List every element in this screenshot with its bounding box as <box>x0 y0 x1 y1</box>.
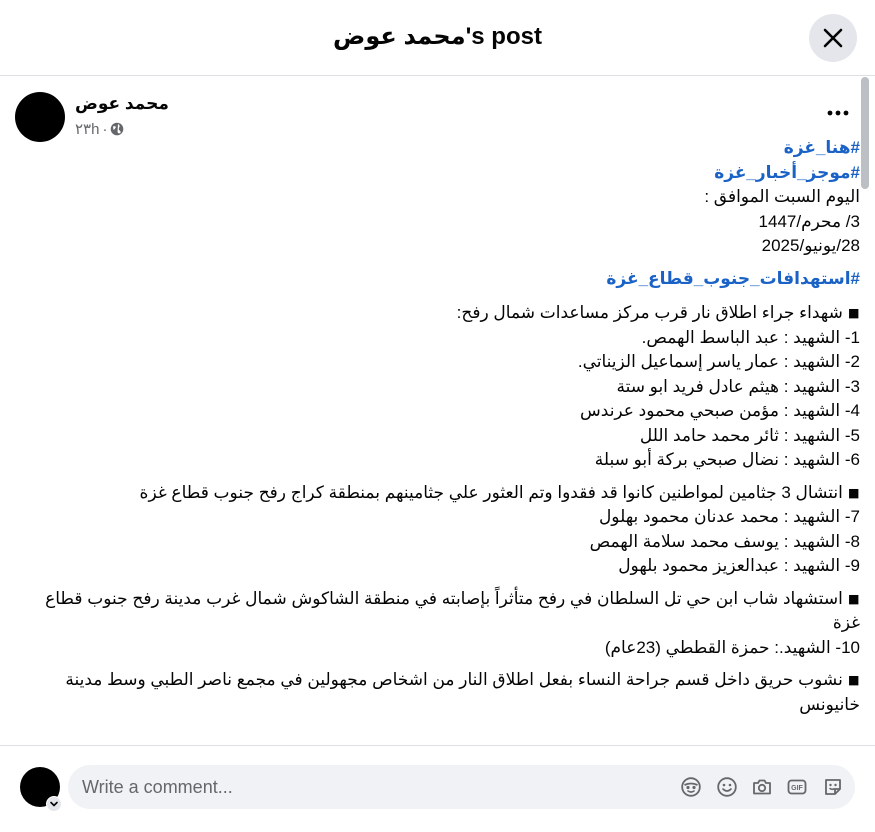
author-avatar[interactable] <box>15 92 65 142</box>
martyr-line: 6- الشهيد : نضال صبحي بركة أبو سبلة <box>594 450 860 469</box>
martyr-line: 3- الشهيد : هيثم عادل فريد ابو ستة <box>616 376 860 396</box>
svg-text:GIF: GIF <box>791 785 803 793</box>
post-time[interactable]: ٢٣h <box>75 121 100 138</box>
camera-icon <box>751 776 773 798</box>
close-icon <box>822 27 844 49</box>
meta-separator: · <box>102 120 108 138</box>
avatar-sticker-button[interactable] <box>680 776 702 798</box>
avatar-sticker-icon <box>680 776 702 798</box>
hashtag-link[interactable]: #موجز_أخبار_غزة <box>714 162 860 182</box>
gif-icon <box>786 776 808 798</box>
post-content[interactable] <box>0 77 875 745</box>
dialog-title: محمد عوض's post <box>333 23 542 50</box>
date-line: اليوم السبت الموافق : <box>704 187 860 206</box>
scrollbar-thumb[interactable] <box>861 77 869 189</box>
block-heading: ◾ شهداء جراء اطلاق نار قرب مركز مساعدات شمال رفح: <box>456 303 860 322</box>
comment-box[interactable] <box>68 765 855 809</box>
gif-button[interactable] <box>786 776 808 798</box>
date-line: 28/يونيو/2025 <box>761 236 860 255</box>
globe-icon <box>110 122 124 136</box>
sticker-icon <box>822 776 844 798</box>
martyr-line: 1- الشهيد : عبد الباسط الهمص. <box>641 327 860 347</box>
martyr-line: 8- الشهيد : يوسف محمد سلامة الهمص <box>589 531 860 551</box>
camera-button[interactable] <box>751 776 773 798</box>
martyr-line: 10- الشهيد.: حمزة القططي (23عام) <box>604 637 860 657</box>
emoji-button[interactable] <box>716 776 738 798</box>
chevron-down-icon <box>49 799 59 809</box>
comment-input[interactable] <box>68 765 668 809</box>
block-heading: ◾ نشوب حريق داخل قسم جراحة النساء بفعل اطلاق النار من اشخاص مجهولين في مجمع ناصر الطبي وسط مدينة خانيونس <box>65 670 860 714</box>
post-body <box>20 136 860 717</box>
martyr-line: 4- الشهيد : مؤمن صبحي محمود عرندس <box>580 401 860 420</box>
emoji-icon <box>716 776 738 798</box>
comment-composer <box>0 745 875 832</box>
sticker-button[interactable] <box>822 776 844 798</box>
martyr-line: 2- الشهيد : عمار ياسر إسماعيل الزيناتي. <box>577 352 860 371</box>
dialog-header <box>0 0 875 76</box>
martyr-line: 5- الشهيد : ثائر محمد حامد اللل <box>639 425 860 445</box>
hashtag-link[interactable]: #استهدافات_جنوب_قطاع_غزة <box>606 268 860 288</box>
author-name[interactable]: محمد عوض <box>75 94 169 113</box>
block-heading: ◾ استشهاد شاب ابن حي تل السلطان في رفح متأثراً بإصابته في منطقة الشاكوش شمال غرب مدينة رفح جنوب قطاع غزة <box>45 588 860 632</box>
block-heading: ◾ انتشال 3 جثامين لمواطنين كانوا قد فقدوا وتم العثور علي جثامينهم بمنطقة كراج رفح جنوب قطاع غزة <box>139 482 860 502</box>
account-switch-button[interactable] <box>46 796 62 812</box>
more-options-button[interactable] <box>822 99 854 127</box>
martyr-line: 9- الشهيد : عبدالعزيز محمود بلهول <box>618 556 860 575</box>
close-button[interactable] <box>809 14 857 62</box>
more-options-icon <box>827 110 849 116</box>
hashtag-link[interactable]: #هنا_غزة <box>783 138 860 157</box>
date-line: 3/ محرم/1447 <box>758 211 860 231</box>
martyr-line: 7- الشهيد : محمد عدنان محمود بهلول <box>598 507 860 526</box>
